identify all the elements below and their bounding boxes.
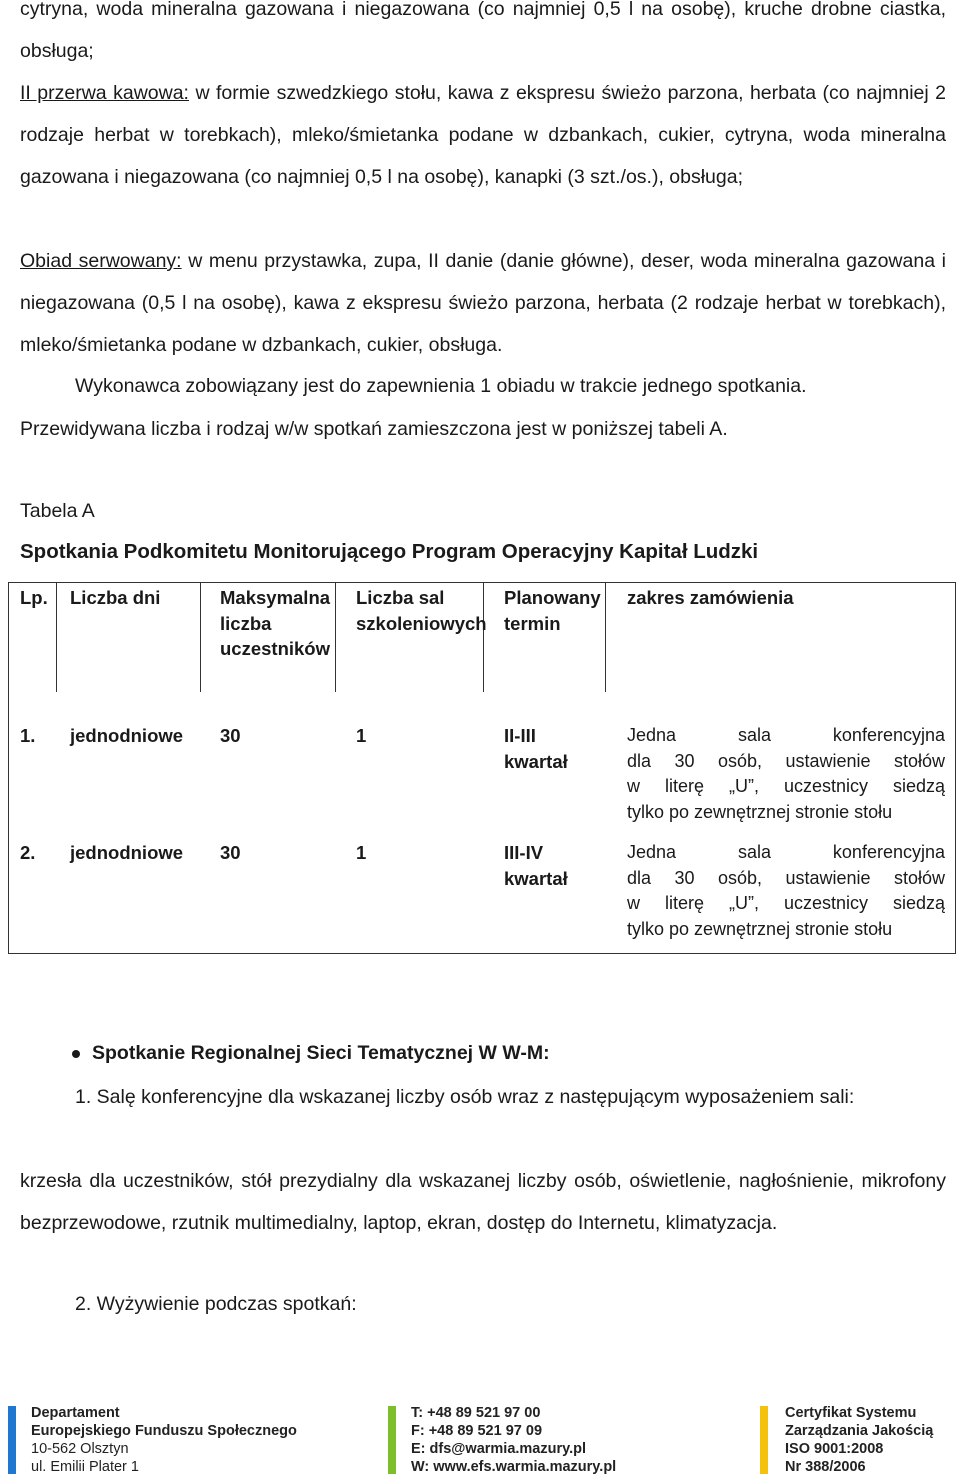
header-zakres: zakres zamówienia bbox=[627, 587, 794, 608]
row2-maks: 30 bbox=[220, 842, 241, 863]
header-dni: Liczba dni bbox=[70, 587, 161, 608]
row2-zakres: Jedna sala konferencyjna dla 30 osób, ustawienie stołów w literę „U”, uczestnicy siedzą tylko po zewnętrznej stronie stołu bbox=[627, 842, 945, 939]
regional-item1: 1. Salę konferencyjne dla wskazanej liczby osób wraz z następującym wyposażeniem sali: bbox=[75, 1086, 855, 1108]
table-title: Spotkania Podkomitetu Monitorującego Program Operacyjny Kapitał Ludzki bbox=[20, 540, 759, 563]
break2-text: w formie szwedzkiego stołu, kawa z ekspresu świeżo parzona, herbata (co najmniej 2 rodzaje herbat w torebkach), mleko/śmietanka podane w dzbankach, cukier, cytryna, woda mineralna gazowana i niegazowana (co najmniej 0,5 l na osobę), kanapki (3 szt./os.), obsługa; bbox=[20, 82, 946, 188]
row2-dni: jednodniowe bbox=[70, 842, 184, 863]
wykonawca-line: Wykonawca zobowiązany jest do zapewnienia 1 obiadu w trakcie jednego spotkania. bbox=[75, 375, 807, 397]
footer-blue-bar bbox=[8, 1406, 16, 1474]
regional-heading: Spotkanie Regionalnej Sieci Tematycznej W W-M: bbox=[92, 1042, 550, 1064]
footer-contact: T: +48 89 521 97 00 F: +48 89 521 97 09 E: dfs@warmia.mazury.pl W: www.efs.warmia.mazury.pl bbox=[411, 1405, 617, 1475]
row1-dni: jednodniowe bbox=[70, 725, 184, 746]
row2-lp: 2. bbox=[20, 842, 36, 863]
intro-paragraph bbox=[20, 0, 946, 198]
regional-item2: 2. Wyżywienie podczas spotkań: bbox=[75, 1293, 357, 1315]
row2-sal: 1 bbox=[356, 842, 367, 863]
obiad-label: Obiad serwowany: bbox=[20, 250, 182, 272]
row1-zakres: Jedna sala konferencyjna dla 30 osób, ustawienie stołów w literę „U”, uczestnicy siedzą tylko po zewnętrznej stronie stołu bbox=[627, 725, 945, 822]
przewidywana-line: Przewidywana liczba i rodzaj w/w spotkań zamieszczona jest w poniższej tabeli A. bbox=[20, 418, 728, 440]
regional-equipment: krzesła dla uczestników, stół prezydialny dla wskazanej liczby osób, oświetlenie, nagłośnienie, mikrofony bezprzewodowe, rzutnik multimedialny, laptop, ekran, dostęp do Internetu, klimatyzacja. bbox=[20, 1170, 946, 1234]
footer-yellow-bar bbox=[760, 1406, 768, 1474]
header-lp: Lp. bbox=[20, 587, 48, 608]
intro-line1: cytryna, woda mineralna gazowana i niegazowana (co najmniej 0,5 l na osobę), kruche drobne ciastka, obsługa; bbox=[20, 0, 946, 62]
header-maks: Maksymalna liczba uczestników bbox=[220, 587, 331, 659]
obiad-text: w menu przystawka, zupa, II danie (danie główne), deser, woda mineralna gazowana i niegazowana (0,5 l na osobę), kawa z ekspresu świeżo parzona, herbata (2 rodzaje herbat w torebkach), mleko/śmietanka podane w dzbankach, cukier, obsługa. bbox=[20, 250, 946, 356]
table-caption: Tabela A bbox=[20, 500, 95, 522]
footer bbox=[0, 1398, 960, 1478]
footer-green-bar bbox=[388, 1406, 396, 1474]
row1-sal: 1 bbox=[356, 725, 367, 746]
bullet-icon bbox=[72, 1050, 80, 1058]
footer-certificate: Certyfikat Systemu Zarządzania Jakością ISO 9001:2008 Nr 388/2006 bbox=[785, 1405, 934, 1475]
footer-address: Departament Europejskiego Funduszu Społecznego 10-562 Olsztyn ul. Emilii Plater 1 bbox=[31, 1405, 297, 1475]
row1-termin: II-III kwartał bbox=[504, 725, 568, 772]
row1-lp: 1. bbox=[20, 725, 36, 746]
header-sal: Liczba sal szkoleniowych bbox=[356, 587, 487, 634]
row2-termin: III-IV kwartał bbox=[504, 842, 568, 889]
obiad-paragraph bbox=[20, 240, 946, 366]
break2-label: II przerwa kawowa: bbox=[20, 82, 189, 104]
header-termin: Planowany termin bbox=[504, 587, 601, 634]
row1-maks: 30 bbox=[220, 725, 241, 746]
